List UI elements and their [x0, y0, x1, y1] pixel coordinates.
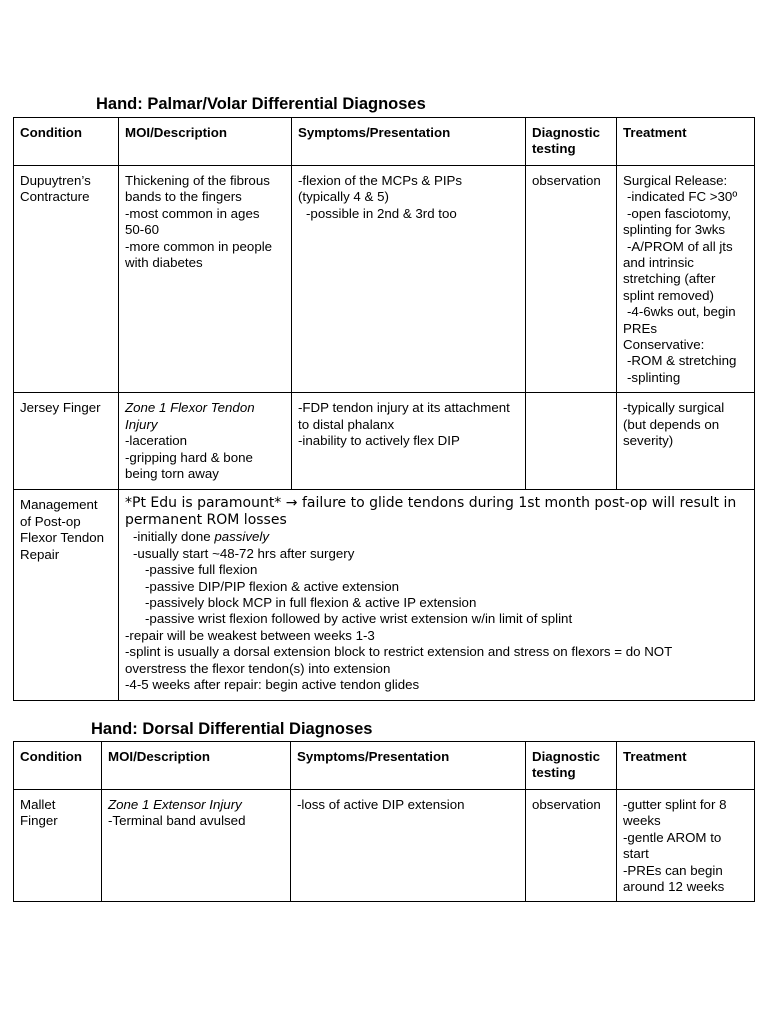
- management-lead: *Pt Edu is paramount* → failure to glide tendons during 1st month post-op will result in: [125, 495, 737, 512]
- cell-line: -loss of active DIP extension: [297, 797, 465, 812]
- cell-line: -open fasciotomy,: [627, 205, 731, 221]
- cell-condition: [14, 790, 102, 902]
- table-header-row: [14, 742, 755, 790]
- header-symptoms: Symptoms/Presentation: [292, 118, 526, 166]
- cell-line: Flexor Tendon: [20, 530, 105, 546]
- cell-line: of Post-op: [20, 513, 81, 529]
- cell-line: (typically 4 & 5): [298, 189, 389, 205]
- cell-diagnostic: observation: [526, 790, 617, 902]
- cell-line: -gentle AROM to: [623, 829, 722, 845]
- cell-line: 50-60: [125, 222, 160, 238]
- management-initial: [125, 529, 748, 545]
- cell-line: Finger: [20, 813, 58, 829]
- table-row: [14, 393, 755, 490]
- management-weakest: -repair will be weakest between weeks 1-3: [125, 627, 375, 643]
- cell-moi: [119, 393, 292, 490]
- cell-treatment: [617, 790, 755, 902]
- cell-line: -splinting: [627, 369, 681, 385]
- cell-symptoms: [292, 393, 526, 490]
- cell-line: -indicated FC >30º: [627, 189, 738, 205]
- table-header-row: [14, 118, 755, 166]
- management-initial-italic: passively: [214, 529, 269, 545]
- cell-line: splinting for 3wks: [623, 222, 725, 238]
- cell-line: splint removed): [623, 287, 714, 303]
- management-splint: -splint is usually a dorsal extension block to restrict extension and stress on flexors = do NOT: [125, 644, 673, 660]
- header-diagnostic-line: Diagnostic: [532, 125, 600, 140]
- cell-line: Injury: [125, 416, 158, 432]
- cell-line: Contracture: [20, 189, 90, 205]
- cell-condition: [14, 166, 119, 393]
- cell-treatment: [617, 393, 755, 490]
- table-row: [14, 166, 755, 393]
- cell-line: Zone 1 Extensor Injury: [108, 797, 242, 812]
- cell-line: -FDP tendon injury at its attachment: [298, 400, 510, 416]
- management-glides: -4-5 weeks after repair: begin active tendon glides: [125, 676, 420, 692]
- section1-title: Hand: Palmar/Volar Differential Diagnoses: [96, 95, 426, 113]
- cell-line: Thickening of the fibrous: [125, 173, 270, 188]
- dorsal-table: [13, 741, 755, 902]
- cell-line: -typically surgical: [623, 400, 725, 416]
- palmar-volar-table: [13, 117, 755, 701]
- section2-title: Hand: Dorsal Differential Diagnoses: [91, 720, 373, 738]
- cell-line: Zone 1 Flexor Tendon: [125, 400, 255, 416]
- cell-line: Conservative:: [623, 337, 705, 353]
- cell-line: -PREs can begin: [623, 862, 723, 878]
- header-diagnostic: [526, 118, 617, 166]
- header-treatment: Treatment: [617, 118, 755, 166]
- cell-line: Dupuytren’s: [20, 173, 91, 188]
- management-start: -usually start ~48-72 hrs after surgery: [133, 545, 355, 561]
- cell-line: Repair: [20, 546, 60, 562]
- header-diagnostic-line: Diagnostic: [532, 749, 600, 764]
- cell-line: -4-6wks out, begin: [627, 304, 736, 320]
- cell-line: -gripping hard & bone: [125, 449, 253, 465]
- cell-condition: [14, 490, 119, 701]
- cell-line: bands to the fingers: [125, 189, 242, 205]
- cell-treatment: [617, 166, 755, 393]
- management-initial-text: -initially done: [133, 529, 215, 545]
- cell-line: with diabetes: [125, 255, 203, 271]
- header-diagnostic: [526, 742, 617, 790]
- header-treatment: Treatment: [617, 742, 755, 790]
- header-diagnostic-line: testing: [532, 141, 576, 157]
- cell-management-notes: [119, 490, 755, 701]
- cell-line: severity): [623, 433, 674, 449]
- cell-condition: [14, 393, 119, 490]
- cell-line: to distal phalanx: [298, 416, 395, 432]
- cell-line: -Terminal band avulsed: [108, 813, 246, 829]
- cell-line: -flexion of the MCPs & PIPs: [298, 173, 463, 188]
- management-step: -passively block MCP in full flexion & active IP extension: [145, 594, 477, 610]
- cell-line: -inability to actively flex DIP: [298, 433, 460, 449]
- management-splint: overstress the flexor tendon(s) into extension: [125, 660, 391, 676]
- header-moi: MOI/Description: [102, 742, 291, 790]
- cell-line: -ROM & stretching: [627, 353, 737, 369]
- management-lead: permanent ROM losses: [125, 512, 287, 529]
- cell-line: -more common in people: [125, 238, 273, 254]
- cell-line: Mallet: [20, 797, 56, 812]
- cell-line: -A/PROM of all jts: [627, 238, 733, 254]
- header-condition: Condition: [14, 742, 102, 790]
- cell-moi: [102, 790, 291, 902]
- cell-line: PREs: [623, 320, 657, 336]
- header-moi: MOI/Description: [119, 118, 292, 166]
- cell-line: Management: [20, 497, 98, 513]
- cell-diagnostic: [526, 393, 617, 490]
- cell-line: start: [623, 846, 649, 862]
- cell-line: weeks: [623, 813, 661, 829]
- management-step: -passive wrist flexion followed by active wrist extension w/in limit of splint: [145, 611, 573, 627]
- header-diagnostic-line: testing: [532, 765, 576, 781]
- cell-line: -laceration: [125, 433, 188, 449]
- management-step: -passive full flexion: [145, 562, 258, 578]
- cell-symptoms: [292, 166, 526, 393]
- header-condition: Condition: [14, 118, 119, 166]
- management-step: -passive DIP/PIP flexion & active extension: [145, 578, 399, 594]
- cell-line: Surgical Release:: [623, 173, 728, 188]
- cell-line: and intrinsic: [623, 255, 694, 271]
- table-row: [14, 790, 755, 902]
- cell-line: stretching (after: [623, 271, 716, 287]
- cell-line: around 12 weeks: [623, 879, 725, 895]
- cell-line: -possible in 2nd & 3rd too: [306, 205, 457, 221]
- cell-symptoms: [291, 790, 526, 902]
- header-symptoms: Symptoms/Presentation: [291, 742, 526, 790]
- cell-moi: [119, 166, 292, 393]
- cell-line: being torn away: [125, 465, 219, 481]
- table-row: [14, 490, 755, 701]
- cell-line: -most common in ages: [125, 205, 260, 221]
- cell-diagnostic: observation: [526, 166, 617, 393]
- cell-line: Jersey Finger: [20, 400, 101, 416]
- cell-line: (but depends on: [623, 416, 720, 432]
- cell-line: -gutter splint for 8: [623, 797, 727, 812]
